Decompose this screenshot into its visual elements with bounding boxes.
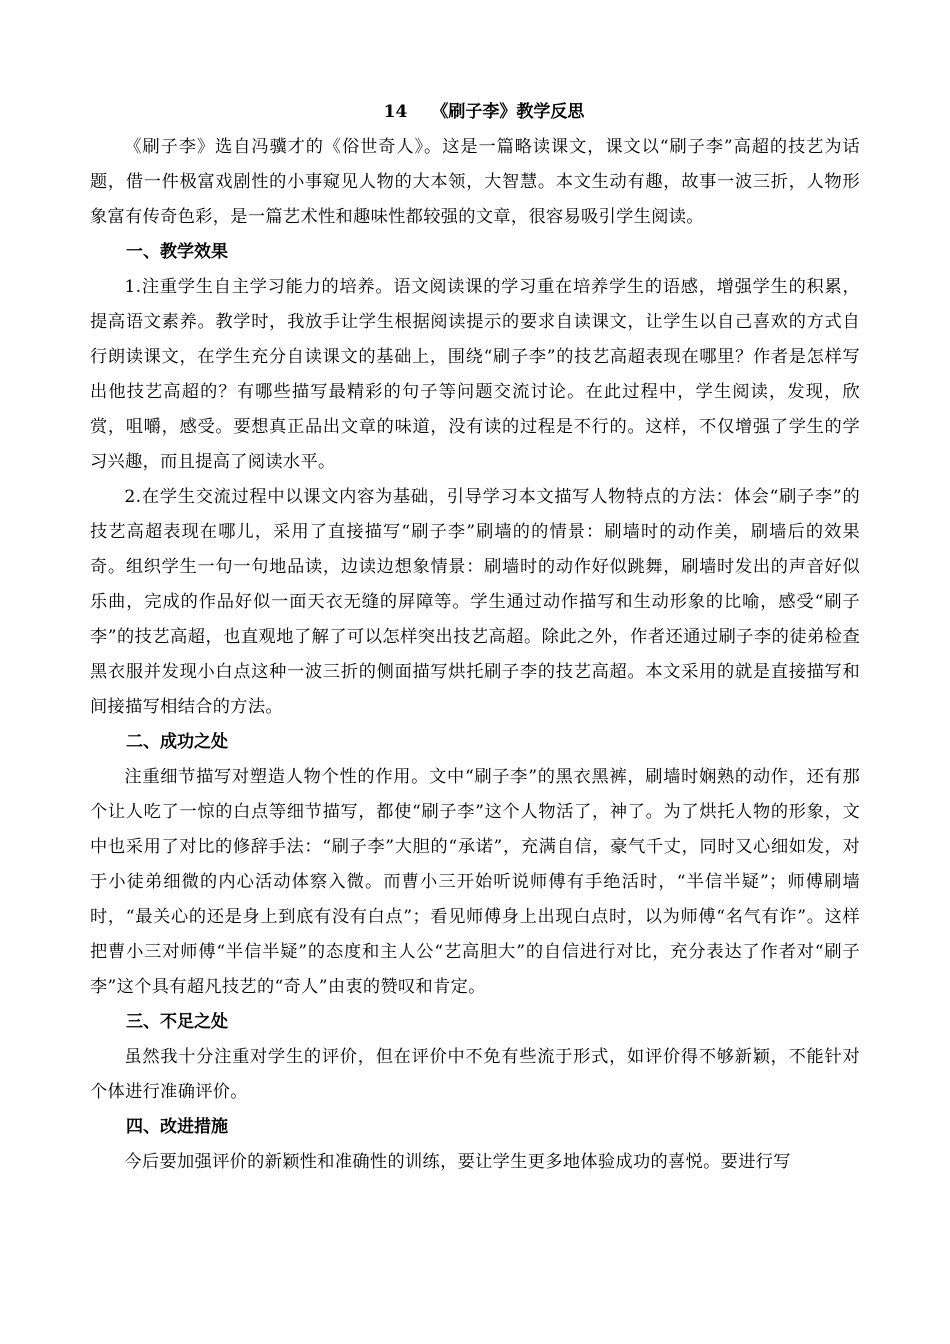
- title-number: 14: [383, 102, 408, 122]
- section-heading: 二、成功之处: [126, 732, 228, 752]
- title-text: 《刷子李》教学反思: [431, 102, 585, 122]
- document-title: [90, 94, 860, 130]
- section-paragraph: 1.注重学生自主学习能力的培养。语文阅读课的学习重在培养学生的语感，增强学生的积累，提高语文素养。教学时，我放手让学生根据阅读提示的要求自读课文，让学生以自己喜欢的方式自行朗读课文，在学生充分自读课文的基础上，围绕“刷子李”的技艺高超表现在哪里？作者是怎样写出他技艺高超的？有哪些描写最精彩的句子等问题交流讨论。在此过程中，学生阅读，发现，欣赏，咀嚼，感受。要想真正品出文章的味道，没有读的过程是不行的。这样，不仅增强了学生的学习兴趣，而且提高了阅读水平。: [90, 277, 860, 472]
- section-paragraph: 虽然我十分注重对学生的评价，但在评价中不免有些流于形式，如评价得不够新颖，不能针对个体进行准确评价。: [90, 1047, 860, 1102]
- section-teaching-effect: [90, 235, 860, 725]
- section-heading: 一、教学效果: [126, 242, 228, 262]
- section-success: [90, 725, 860, 1005]
- section-paragraph: 今后要加强评价的新颖性和准确性的训练，要让学生更多地体验成功的喜悦。要进行写: [124, 1152, 791, 1172]
- intro-paragraph: 《刷子李》选自冯骥才的《俗世奇人》。这是一篇略读课文，课文以“刷子李”高超的技艺为话题，借一件极富戏剧性的小事窥见人物的大本领，大智慧。本文生动有趣，故事一波三折，人物形象富有传奇色彩，是一篇艺术性和趣味性都较强的文章，很容易吸引学生阅读。: [90, 137, 860, 227]
- section-heading: 三、不足之处: [126, 1012, 228, 1032]
- section-improvements: [90, 1110, 860, 1180]
- section-paragraph: 注重细节描写对塑造人物个性的作用。文中“刷子李”的黑衣黑裤，刷墙时娴熟的动作，还有那个让人吃了一惊的白点等细节描写，都使“刷子李”这个人物活了，神了。为了烘托人物的形象，文中也采用了对比的修辞手法：“刷子李”大胆的“承诺”，充满自信，豪气千丈，同时又心细如发，对于小徒弟细微的内心活动体察入微。而曹小三开始听说师傅有手绝活时，“半信半疑”；师傅刷墙时，“最关心的还是身上到底有没有白点”；看见师傅身上出现白点时，以为师傅“名气有诈”。这样把曹小三对师傅“半信半疑”的态度和主人公“艺高胆大”的自信进行对比，充分表达了作者对“刷子李”这个具有超凡技艺的“奇人”由衷的赞叹和肯定。: [90, 767, 860, 997]
- section-paragraph: 2.在学生交流过程中以课文内容为基础，引导学习本文描写人物特点的方法：体会“刷子李”的技艺高超表现在哪儿，采用了直接描写“刷子李”刷墙的的情景：刷墙时的动作美，刷墙后的效果奇。组织学生一句一句地品读，边读边想象情景：刷墙时的动作好似跳舞，刷墙时发出的声音好似乐曲，完成的作品好似一面天衣无缝的屏障等。学生通过动作描写和生动形象的比喻，感受“刷子李”的技艺高超，也直观地了解了可以怎样突出技艺高超。除此之外，作者还通过刷子李的徒弟检查黑衣服并发现小白点这种一波三折的侧面描写烘托刷子李的技艺高超。本文采用的就是直接描写和间接描写相结合的方法。: [90, 487, 860, 717]
- section-shortcomings: [90, 1005, 860, 1110]
- section-heading: 四、改进措施: [126, 1117, 228, 1137]
- document-page: [90, 94, 860, 1180]
